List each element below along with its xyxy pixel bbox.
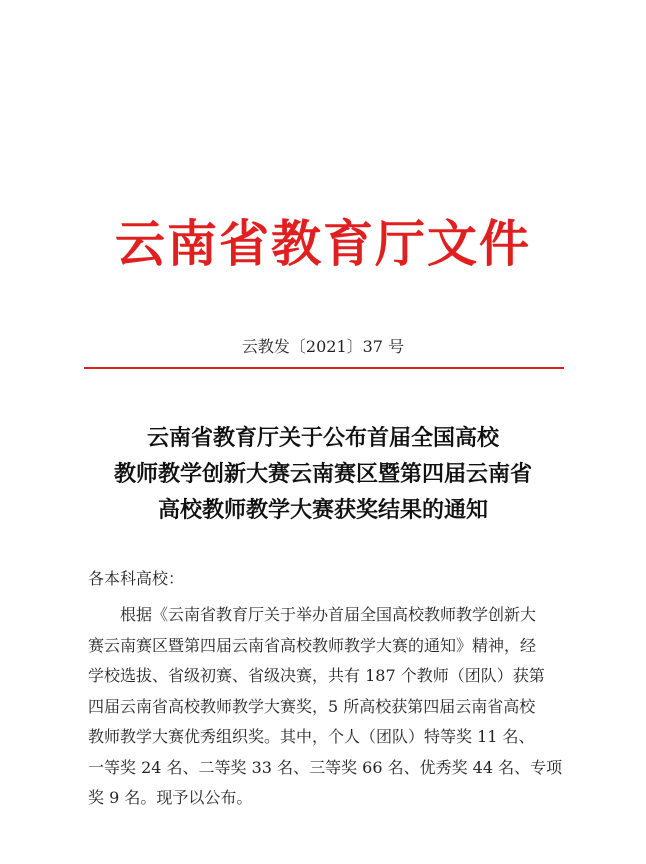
notice-title-line-3: 高校教师教学大赛获奖结果的通知 — [157, 497, 488, 523]
body-line-6: 一等奖 24 名、二等奖 33 名、三等奖 66 名、优秀奖 44 名、专项 — [88, 757, 563, 777]
notice-title-line-2: 教师教学创新大赛云南赛区暨第四届云南省 — [113, 461, 532, 487]
body-paragraph — [88, 600, 578, 814]
document-number: 云教发〔2021〕37 号 — [241, 337, 405, 356]
body-line-7: 奖 9 名。现予以公布。 — [88, 788, 253, 807]
issuer-title: 云南省教育厅文件 — [115, 214, 531, 273]
body-line-1: 根据《云南省教育厅关于举办首届全国高校教师教学创新大 — [120, 605, 537, 624]
body-line-3: 学校选拔、省级初赛、省级决赛，共有 187 个教师（团队）获第 — [88, 666, 545, 685]
body-line-4: 四届云南省高校教师教学大赛奖，5 所高校获第四届云南省高校 — [88, 696, 536, 716]
notice-title-line-1: 云南省教育厅关于公布首届全国高校 — [146, 425, 499, 451]
salutation: 各本科高校： — [88, 569, 185, 588]
body-line-5: 教师教学大赛优秀组织奖。其中，个人（团队）特等奖 11 名、 — [88, 727, 535, 746]
red-divider-line — [84, 367, 564, 369]
body-line-2: 赛云南赛区暨第四届云南省高校教师教学大赛的通知》精神，经 — [88, 635, 537, 655]
notice-title — [60, 420, 586, 528]
